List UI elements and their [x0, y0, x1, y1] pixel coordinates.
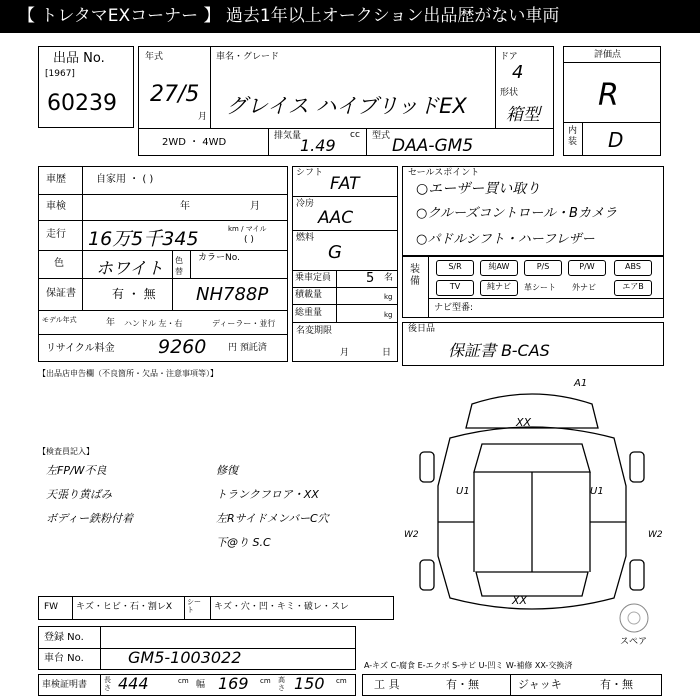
car-diagram: [400, 376, 664, 636]
load-label: 積載量: [295, 290, 323, 300]
aircon-label: 冷房: [296, 199, 315, 209]
equip-ext-navi: 外ナビ: [572, 283, 596, 292]
change-date-month: 月: [340, 348, 350, 358]
color-no-value: NH788P: [196, 284, 269, 305]
sales-line-3: ○パドルシフト・ハーフレザー: [416, 232, 595, 247]
history-value: 自家用 ・ ( ): [96, 174, 154, 185]
capacity-value: 5: [366, 271, 375, 286]
doors-value: 4: [512, 62, 524, 83]
after-label: 後日品: [408, 324, 436, 334]
color-label: 色: [54, 258, 64, 269]
diagram-w2-left: W2: [404, 530, 419, 540]
legend: A-キズ C-腐食 E-エクボ S-サビ U-凹ミ W-補修 XX-交換済: [364, 661, 573, 670]
fw-label: FW: [44, 602, 59, 612]
diagram-xx-bottom: XX: [512, 594, 528, 607]
change-date-day: 日: [382, 348, 392, 358]
equip-sr: S/R: [436, 260, 474, 276]
diagram-a1: A1: [574, 378, 588, 389]
header-title: 【 トレタマEXコーナー 】 過去1年以上オークション出品歴がない車両: [0, 0, 700, 33]
color-replaced: 色替: [175, 256, 183, 276]
mileage-value: 16万5千345: [88, 228, 199, 250]
equip-navi: 純ナビ: [480, 280, 518, 296]
score-value: R: [598, 78, 619, 113]
model-year-label: モデル年式: [42, 316, 77, 324]
diagram-u1-right: U1: [590, 486, 604, 497]
declaration-label: 【出品店申告欄（不良箇所・欠品・注意事項等）】: [38, 369, 218, 378]
score-label: 評価点: [594, 50, 622, 60]
model-value: DAA-GM5: [392, 136, 474, 156]
inspector-right-3: 左RサイドメンバーC穴: [216, 512, 329, 525]
sales-line-1: ○エーザー買い取り: [416, 181, 541, 197]
equip-aw: 純AW: [480, 260, 518, 276]
gross-unit: kg: [384, 311, 393, 319]
cert-w: 幅: [196, 680, 206, 690]
jack-value: 有・無: [600, 678, 633, 691]
interior-label: 内装: [568, 126, 578, 147]
model-year-year: 年: [106, 318, 116, 328]
displacement-label: 排気量: [274, 131, 302, 141]
cert-label: 車検証明書: [42, 680, 88, 690]
equip-abs: ABS: [614, 260, 652, 276]
recycle-value: 9260: [158, 336, 207, 358]
mileage-label: 走行: [46, 229, 66, 240]
lot-box: [38, 46, 134, 128]
jack-label: ジャッキ: [518, 678, 562, 691]
history-label: 車歴: [46, 174, 66, 185]
displacement-value: 1.49: [300, 136, 336, 155]
drive-label: 2WD ・ 4WD: [162, 137, 227, 148]
equip-ps: P/S: [524, 260, 562, 276]
reg-label: 登録 No.: [44, 632, 84, 643]
sales-line-2: ○クルーズコントロール・Bカメラ: [416, 206, 617, 221]
lot-label: 出品 No.: [53, 51, 105, 66]
model-year-handle: ハンドル 左・右: [124, 319, 183, 328]
car-value: グレイス ハイブリッドEX: [226, 94, 467, 118]
inspector-left-1: 左FP/W不良: [46, 464, 107, 477]
inspection-month: 月: [250, 201, 260, 212]
shift-label: シフト: [296, 168, 324, 178]
year-unit: 月: [198, 112, 208, 122]
shape-value: 箱型: [506, 105, 540, 125]
equip-tv: TV: [436, 280, 474, 296]
year-label: 年式: [145, 52, 164, 62]
mileage-paren: ( ): [244, 235, 254, 245]
inspector-label: 【検査員記入】: [38, 447, 94, 456]
shape-label: 形状: [500, 88, 519, 98]
warranty-value: 有 ・ 無: [112, 287, 156, 301]
cert-unit-3: cm: [336, 677, 347, 685]
cert-l: 長さ: [104, 676, 111, 692]
model-label: 型式: [372, 131, 391, 141]
capacity-label: 乗車定員: [295, 273, 332, 283]
after-value: 保証書 B-CAS: [448, 341, 550, 360]
doors-label: ドア: [500, 52, 518, 62]
lot-sub-no: [1967]: [45, 69, 75, 79]
diagram-w2-right: W2: [648, 530, 663, 540]
warranty-label: 保証書: [46, 288, 76, 299]
tools-label: 工 具: [374, 678, 400, 691]
equip-leather: 革シート: [524, 283, 556, 292]
sales-label: セールスポイント: [408, 168, 480, 178]
cert-unit-1: cm: [178, 677, 189, 685]
fuel-label: 燃料: [296, 233, 315, 243]
aircon-value: AAC: [318, 208, 354, 228]
inspector-left-3: ボディー鉄粉付着: [46, 512, 134, 525]
fuel-value: G: [328, 242, 342, 263]
inspector-right-1: 修復: [216, 464, 238, 477]
diagram-u1-left: U1: [456, 486, 470, 497]
color-no-label: カラーNo.: [198, 253, 240, 263]
car-label: 車名・グレード: [216, 52, 280, 62]
equipment-label: 装備: [410, 264, 420, 287]
spare-label: スペア: [620, 637, 648, 647]
change-date-label: 名変期限: [296, 326, 333, 336]
capacity-unit: 名: [384, 273, 394, 283]
inspector-left-2: 天張り黄ばみ: [46, 488, 112, 501]
model-year-dealer: ディーラー・並行: [212, 319, 276, 328]
recycle-label: リサイクル料金: [46, 343, 115, 354]
tools-value: 有・無: [446, 678, 479, 691]
inspector-right-2: トランクフロア・XX: [216, 488, 319, 501]
chassis-label: 車台 No.: [44, 653, 84, 664]
chassis-value: GM5-1003022: [128, 648, 242, 667]
cert-unit-2: cm: [260, 677, 271, 685]
fw-sheet-label: シート: [187, 598, 201, 614]
mileage-unit: km / マイル: [228, 225, 267, 233]
recycle-unit: 円 預託済: [228, 343, 267, 353]
interior-value: D: [608, 128, 624, 152]
navi-model: ナビ型番:: [434, 303, 474, 313]
displacement-unit: cc: [350, 130, 360, 140]
shift-value: FAT: [330, 174, 360, 194]
cert-h: 高さ: [278, 676, 285, 692]
inspection-label: 車検: [46, 201, 66, 212]
inspection-year: 年: [180, 201, 190, 212]
equip-airbag: エアB: [614, 280, 652, 296]
cert-width: 169: [218, 674, 249, 693]
spare-icon: [618, 602, 650, 634]
fw-sheet-value: キズ・穴・凹・キミ・破レ・スレ: [214, 602, 349, 612]
color-value: ホワイト: [96, 259, 164, 279]
gross-label: 総重量: [295, 308, 323, 318]
equip-pw: P/W: [568, 260, 606, 276]
inspector-right-4: 下@り S.C: [216, 536, 271, 549]
year-value: 27/5: [150, 82, 200, 107]
diagram-xx-top: XX: [516, 416, 532, 429]
load-unit: kg: [384, 293, 393, 301]
fw-value: キズ・ヒビ・石・割レX: [76, 602, 172, 612]
cert-length: 444: [118, 674, 149, 693]
cert-height: 150: [294, 674, 325, 693]
lot-number: 60239: [47, 91, 117, 116]
